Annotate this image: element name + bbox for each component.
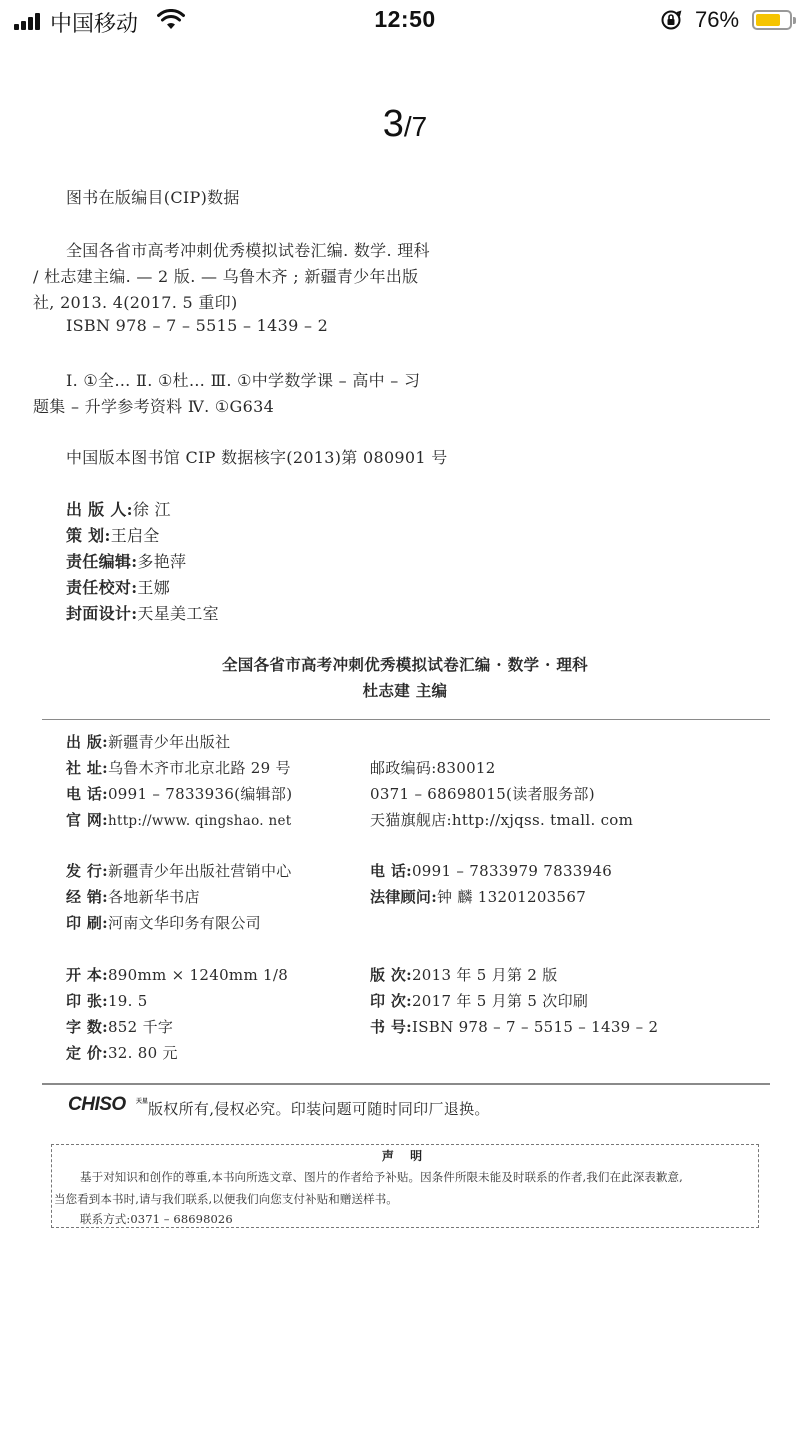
staff-row <box>66 523 160 546</box>
price-row <box>66 1042 178 1063</box>
issue-label: 发 行: <box>66 862 108 880</box>
carrier-name: 中国移动 <box>50 11 139 36</box>
impression-value: 2017 年 5 月第 5 次印刷 <box>411 992 589 1010</box>
lawyer-row <box>370 886 586 907</box>
print-label: 印 刷: <box>66 914 108 932</box>
edition-value: 2013 年 5 月第 2 版 <box>411 966 558 984</box>
staff-label: 责任编辑: <box>66 552 138 571</box>
words-row <box>66 1016 173 1037</box>
format-value: 890mm × 1240mm 1/8 <box>107 966 289 984</box>
website-label: 官 网: <box>66 811 108 829</box>
staff-label: 封面设计: <box>66 604 138 623</box>
battery-percent: 76% <box>695 7 740 32</box>
chiso-logo-small: 天星 <box>136 1099 149 1105</box>
sheets-label: 印 张: <box>66 992 108 1010</box>
battery-nub <box>793 17 796 24</box>
issue-phone-row <box>370 860 612 881</box>
notice-box <box>51 1144 759 1228</box>
notice-line: 基于对知识和创作的尊重,本书向所选文章、图片的作者给予补贴。因条件所限未能及时联系的作者,我们在此深表歉意, <box>80 1170 683 1184</box>
issue-value: 新疆青少年出版社营销中心 <box>107 862 292 880</box>
edition-label: 版 次: <box>370 966 412 984</box>
staff-row <box>66 549 186 572</box>
cip-title-line: 社, 2013. 4(2017. 5 重印) <box>33 293 238 312</box>
price-value: 32. 80 元 <box>107 1044 178 1062</box>
staff-value: 天星美工室 <box>137 604 219 623</box>
website-url: http://www. qingshao. net <box>107 813 292 829</box>
price-label: 定 价: <box>66 1044 108 1062</box>
words-label: 字 数: <box>66 1018 108 1036</box>
staff-row <box>66 497 171 520</box>
isbn-label: 书 号: <box>370 1018 412 1036</box>
issue-phone-value: 0991 – 7833979 7833946 <box>411 862 613 880</box>
divider <box>42 719 770 720</box>
words-value: 852 千字 <box>107 1018 174 1036</box>
lawyer-value: 钟 麟 13201203567 <box>437 888 587 906</box>
issue-phone-label: 电 话: <box>370 862 412 880</box>
lawyer-label: 法律顾问: <box>370 888 438 906</box>
staff-value: 多艳萍 <box>137 552 187 571</box>
phone-label: 电 话: <box>66 785 108 803</box>
sheets-row <box>66 990 148 1011</box>
total-pages: /7 <box>403 111 428 142</box>
notice-line: 当您看到本书时,请与我们联系,以便我们向您支付补贴和赠送样书。 <box>54 1192 398 1206</box>
format-label: 开 本: <box>66 966 108 984</box>
cip-class-line: Ⅰ. ①全… Ⅱ. ①杜… Ⅲ. ①中学数学课 – 高中 – 习 <box>66 371 421 390</box>
orientation-lock-icon <box>660 9 682 31</box>
tmall-store: 天猫旗舰店:http://xjqss. tmall. com <box>370 811 634 829</box>
print-value: 河南文华印务有限公司 <box>107 914 261 932</box>
postcode: 邮政编码:830012 <box>370 759 496 777</box>
website-row <box>66 809 292 830</box>
staff-label: 责任校对: <box>66 578 138 597</box>
isbn-row <box>370 1016 658 1037</box>
sales-row <box>66 886 200 907</box>
phone-row <box>66 783 292 804</box>
cip-title-line: 全国各省市高考冲刺优秀模拟试卷汇编. 数学. 理科 <box>66 241 430 260</box>
print-row <box>66 912 261 933</box>
cip-isbn: ISBN 978 – 7 – 5515 – 1439 – 2 <box>66 316 329 335</box>
cip-library-number: 中国版本图书馆 CIP 数据核字(2013)第 080901 号 <box>66 448 448 467</box>
page-indicator <box>0 103 810 146</box>
staff-value: 王娜 <box>137 578 171 597</box>
battery-icon <box>752 10 792 30</box>
address-value: 乌鲁木齐市北京北路 29 号 <box>107 759 291 777</box>
impression-label: 印 次: <box>370 992 412 1010</box>
publisher-row <box>66 731 230 752</box>
format-row <box>66 964 288 985</box>
cip-class-line: 题集 – 升学参考资料 Ⅳ. ①G634 <box>33 397 275 416</box>
divider <box>42 1083 770 1085</box>
service-phone: 0371 – 68698015(读者服务部) <box>370 785 595 803</box>
phone-value: 0991 – 7833936(编辑部) <box>107 785 293 803</box>
book-title: 全国各省市高考冲刺优秀模拟试卷汇编 · 数学 · 理科 <box>222 655 588 674</box>
publisher-value: 新疆青少年出版社 <box>107 733 231 751</box>
staff-label: 出 版 人: <box>66 500 133 519</box>
edition-row <box>370 964 558 985</box>
sales-label: 经 销: <box>66 888 108 906</box>
status-bar <box>0 0 810 44</box>
issue-row <box>66 860 292 881</box>
notice-contact: 联系方式:0371 – 68698026 <box>80 1212 233 1226</box>
staff-label: 策 划: <box>66 526 111 545</box>
publisher-label: 出 版: <box>66 733 108 751</box>
cip-title-line: / 杜志建主编. — 2 版. — 乌鲁木齐 ; 新疆青少年出版 <box>33 267 419 286</box>
isbn-value: ISBN 978 – 7 – 5515 – 1439 – 2 <box>411 1018 659 1036</box>
status-time: 12:50 <box>374 6 436 32</box>
impression-row <box>370 990 588 1011</box>
address-label: 社 址: <box>66 759 108 777</box>
staff-value: 徐 江 <box>132 500 171 519</box>
book-editor: 杜志建 主编 <box>362 681 448 700</box>
staff-value: 王启全 <box>110 526 160 545</box>
address-row <box>66 757 291 778</box>
cip-heading: 图书在版编目(CIP)数据 <box>66 188 240 207</box>
copyright-text: 版权所有,侵权必究。印装问题可随时同印厂退换。 <box>148 1100 490 1118</box>
sheets-value: 19. 5 <box>107 992 148 1010</box>
chiso-logo: CHISO <box>68 1094 126 1115</box>
staff-row <box>66 575 170 598</box>
staff-row <box>66 601 219 624</box>
notice-title: 声 明 <box>381 1149 429 1163</box>
sales-value: 各地新华书店 <box>107 888 200 906</box>
current-page: 3 <box>382 103 404 145</box>
battery-fill <box>756 14 780 26</box>
